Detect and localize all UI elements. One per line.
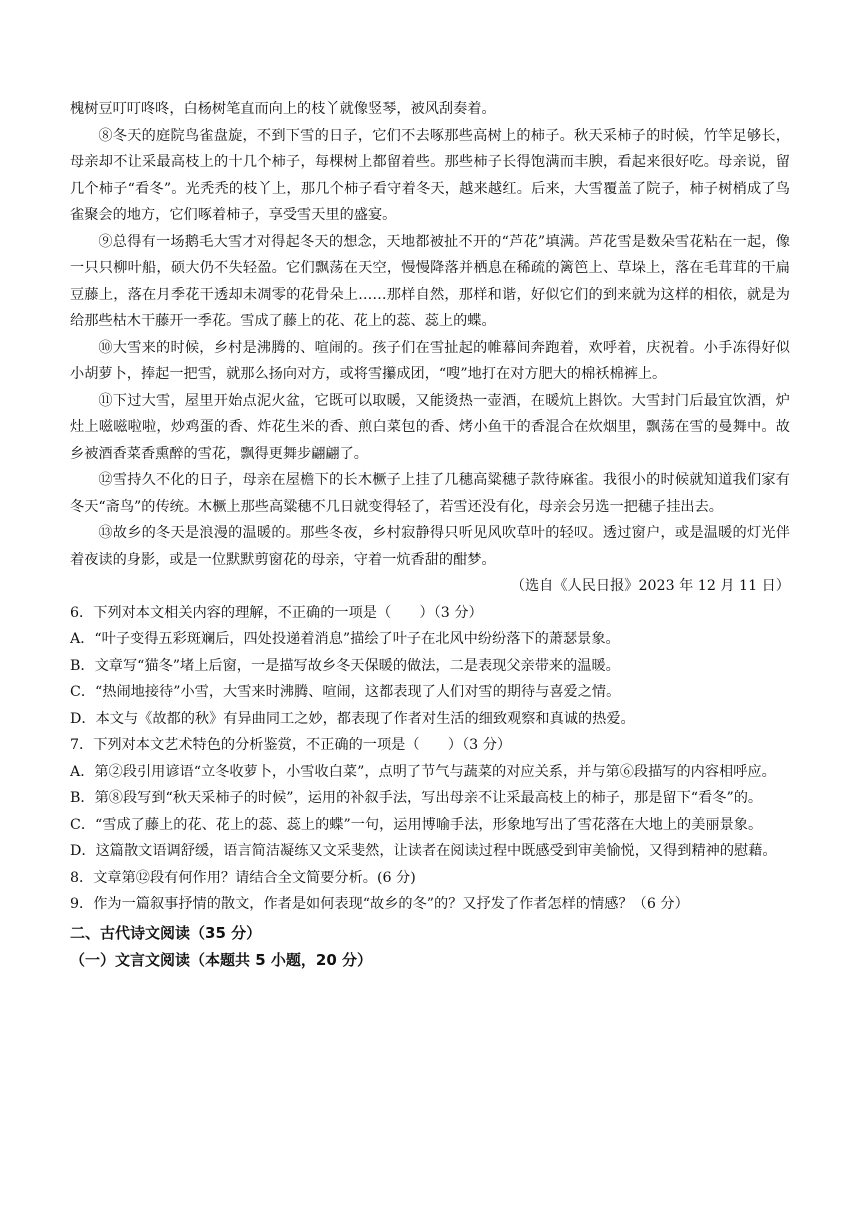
paragraph-11: ⑪下过大雪，屋里开始点泥火盆，它既可以取暖，又能烫热一壶酒，在暖炕上斟饮。大雪封门后最宜饮酒，炉灶上嗞嗞啦啦，炒鸡蛋的香、炸花生米的香、煎白菜包的香、烤小鱼干的香混合在炊烟里，飘荡在雪的曼舞中。故乡被酒香菜香熏醉的雪花，飘得更舞步翩翩了。 [70,392,790,462]
passage-continuation: 槐树豆叮叮咚咚，白杨树笔直而向上的枝丫就像竖琴，被风刮奏着。 [70,101,496,117]
question-6-option-a: A．“叶子变得五彩斑斓后，四处投递着消息”描绘了叶子在北风中纷纷落下的萧瑟景象。 [70,631,620,647]
question-7-option-c: C．“雪成了藤上的花、花上的蕊、蕊上的蝶”一句，运用博喻手法，形象地写出了雪花落在大地上的美丽景象。 [70,816,763,833]
question-9: 9．作为一篇叙事抒情的散文，作者是如何表现“故乡的冬”的？又抒发了作者怎样的情感？（6 分） [70,896,689,912]
question-7-option-a: A．第②段引用谚语“立冬收萝卜，小雪收白菜”，点明了节气与蔬菜的对应关系，并与第⑥段描写的内容相呼应。 [70,763,776,780]
paragraph-12: ⑫雪持久不化的日子，母亲在屋檐下的长木橛子上挂了几穗高粱穗子款待麻雀。我很小的时候就知道我们家有冬天“斋鸟”的传统。木橛上那些高粱穗不几日就变得轻了，若雪还没有化，母亲会另选一把穗子挂出去。 [70,472,790,515]
question-7-stem: 7．下列对本文艺术特色的分析鉴赏，不正确的一项是（ ）（3 分） [70,737,512,753]
exam-page [70,96,790,974]
question-6-option-c: C．“热闹地接待”小雪，大雪来时沸腾、喧闹，这都表现了人们对雪的期待与喜爱之情。 [70,684,621,700]
section-2-subheading: （一）文言文阅读（本题共 5 小题，20 分） [70,950,372,969]
section-2-heading: 二、古代诗文阅读（35 分） [70,923,262,942]
question-6-stem: 6．下列对本文相关内容的理解，不正确的一项是（ ）（3 分） [70,604,483,621]
question-8: 8．文章第⑫段有何作用？请结合全文简要分析。(6 分) [70,869,416,886]
passage-source: （选自《人民日报》2023 年 12 月 11 日） [510,578,790,594]
question-7-option-b: B．第⑧段写到“秋天采柿子的时候”，运用的补叙手法，写出母亲不让采最高枝上的柿子，那是留下“看冬”的。 [70,790,763,806]
paragraph-13: ⑬故乡的冬天是浪漫的温暖的。那些冬夜，乡村寂静得只听见风吹草叶的轻叹。透过窗户，或是温暖的灯光伴着夜读的身影，或是一位默默剪窗花的母亲，守着一炕香甜的酣梦。 [70,525,790,568]
question-6-option-b: B．文章写“猫冬”堵上后窗，一是描写故乡冬天保暖的做法，二是表现父亲带来的温暖。 [70,657,620,674]
paragraph-10: ⑩大雪来的时候，乡村是沸腾的、喧闹的。孩子们在雪扯起的帷幕间奔跑着，欢呼着，庆祝着。小手冻得好似小胡萝卜，捧起一把雪，就那么扬向对方，或将雪攥成团，“嗖”地打在对方肥大的棉袄棉裤上。 [70,339,790,382]
paragraph-9: ⑨总得有一场鹅毛大雪才对得起冬天的想念，天地都被扯不开的“芦花”填满。芦花雪是数朵雪花粘在一起，像一只只柳叶船，硕大仍不失轻盈。它们飘荡在天空，慢慢降落并栖息在稀疏的篱笆上、草垛上，落在毛茸茸的干扁豆藤上，落在月季花干透却未凋零的花骨朵上……那样自然，那样和谐，好似它们的到来就为这样的相依，就是为给那些枯木干藤开一季花。雪成了藤上的花、花上的蕊、蕊上的蝶。 [70,233,790,329]
question-7-option-d: D．这篇散文语调舒缓，语言简洁凝练又文采斐然，让读者在阅读过程中既感受到审美愉悦，又得到精神的慰藉。 [70,843,777,859]
question-6-option-d: D．本文与《故都的秋》有异曲同工之妙，都表现了作者对生活的细致观察和真诚的热爱。 [70,710,635,727]
paragraph-8: ⑧冬天的庭院鸟雀盘旋，不到下雪的日子，它们不去啄那些高树上的柿子。秋天采柿子的时候，竹竿足够长，母亲却不让采最高枝上的十几个柿子，每棵树上都留着些。那些柿子长得饱满而丰腴，看起来很好吃。母亲说，留几个柿子“看冬”。光秃秃的枝丫上，那几个柿子看守着冬天，越来越红。后来，大雪覆盖了院子，柿子树梢成了鸟雀聚会的地方，它们啄着柿子，享受雪天里的盛宴。 [70,127,790,223]
